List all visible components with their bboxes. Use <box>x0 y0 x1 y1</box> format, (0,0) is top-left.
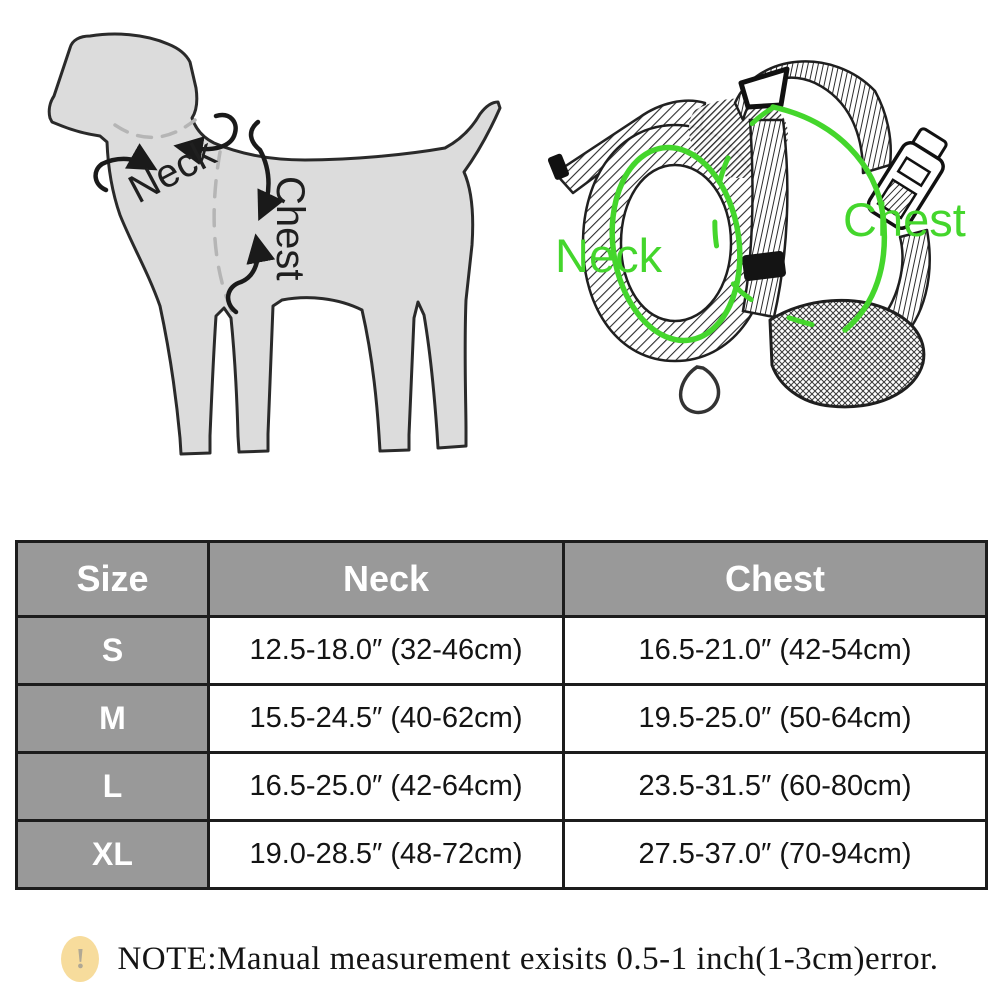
harness-mesh-panel <box>770 300 924 406</box>
size-label: XL <box>17 821 209 889</box>
table-row-m <box>17 685 987 753</box>
harness-bottom-loop <box>681 367 719 412</box>
exclamation-icon: ! <box>61 936 99 982</box>
dog-neck-label: Neck <box>121 130 223 212</box>
column-header-neck: Neck <box>209 542 564 617</box>
neck-value: 12.5-18.0″ (32-46cm) <box>209 617 564 685</box>
size-table <box>15 540 988 890</box>
chest-value: 27.5-37.0″ (70-94cm) <box>564 821 987 889</box>
column-header-chest: Chest <box>564 542 987 617</box>
harness-strap-adjuster <box>742 251 787 282</box>
chest-value: 23.5-31.5″ (60-80cm) <box>564 753 987 821</box>
table-header-row <box>17 542 987 617</box>
dog-chest-label: Chest <box>268 176 312 281</box>
note-row <box>0 930 1000 988</box>
note-text: NOTE:Manual measurement exisits 0.5-1 inch(1-3cm)error. <box>117 940 939 977</box>
size-label: L <box>17 753 209 821</box>
chest-value: 16.5-21.0″ (42-54cm) <box>564 617 987 685</box>
neck-value: 19.0-28.5″ (48-72cm) <box>209 821 564 889</box>
column-header-size: Size <box>17 542 209 617</box>
dog-measure-illustration <box>20 10 520 470</box>
harness-d-ring <box>741 69 787 107</box>
table-row-xl <box>17 821 987 889</box>
size-label: M <box>17 685 209 753</box>
neck-value: 16.5-25.0″ (42-64cm) <box>209 753 564 821</box>
harness-illustration <box>545 25 990 455</box>
table-row-l <box>17 753 987 821</box>
harness-neck-label: Neck <box>555 229 663 282</box>
harness-chest-label: Chest <box>843 193 966 246</box>
table-row-s <box>17 617 987 685</box>
chest-value: 19.5-25.0″ (50-64cm) <box>564 685 987 753</box>
neck-value: 15.5-24.5″ (40-62cm) <box>209 685 564 753</box>
size-label: S <box>17 617 209 685</box>
